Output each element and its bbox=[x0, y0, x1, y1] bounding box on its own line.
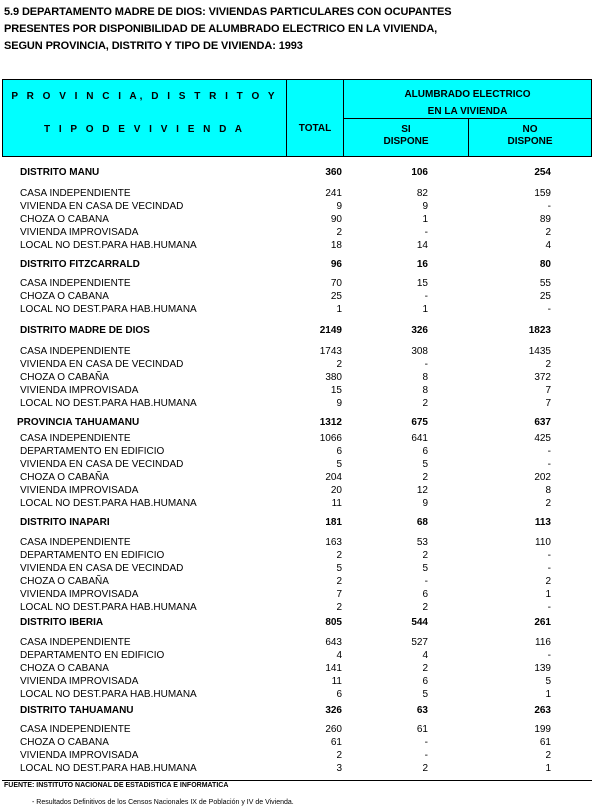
header-no-line2: DISPONE bbox=[507, 136, 553, 147]
header-si-line2: DISPONE bbox=[383, 136, 429, 147]
cell-total: 20 bbox=[330, 485, 342, 496]
row-label: LOCAL NO DEST.PARA HAB.HUMANA bbox=[20, 602, 197, 613]
table-row bbox=[0, 303, 595, 316]
cell-total: 25 bbox=[330, 291, 342, 302]
header-divider bbox=[286, 80, 287, 156]
cell-si: 15 bbox=[416, 278, 428, 289]
title-line-2: PRESENTES POR DISPONIBILIDAD DE ALUMBRADO ELECTRICO EN LA VIVIENDA, bbox=[4, 23, 438, 35]
cell-no: 7 bbox=[545, 398, 551, 409]
header-total: TOTAL bbox=[298, 123, 332, 134]
cell-total: 4 bbox=[336, 650, 342, 661]
cell-si: 6 bbox=[422, 589, 428, 600]
row-label: VIVIENDA IMPROVISADA bbox=[20, 750, 139, 761]
row-label: CASA INDEPENDIENTE bbox=[20, 278, 131, 289]
cell-si: 2 bbox=[422, 398, 428, 409]
table-row bbox=[0, 290, 595, 303]
cell-no: - bbox=[547, 201, 551, 212]
cell-no: 80 bbox=[539, 259, 551, 270]
cell-si: 2 bbox=[422, 550, 428, 561]
cell-total: 5 bbox=[336, 563, 342, 574]
cell-total: 5 bbox=[336, 459, 342, 470]
row-label: LOCAL NO DEST.PARA HAB.HUMANA bbox=[20, 240, 197, 251]
row-label: VIVIENDA IMPROVISADA bbox=[20, 385, 139, 396]
cell-no: - bbox=[547, 602, 551, 613]
cell-si: 544 bbox=[411, 617, 428, 628]
cell-no: 372 bbox=[534, 372, 551, 383]
table-row bbox=[0, 200, 595, 213]
cell-no: 254 bbox=[534, 167, 551, 178]
cell-si: 5 bbox=[422, 689, 428, 700]
table-row bbox=[0, 675, 595, 688]
cell-total: 11 bbox=[331, 498, 342, 509]
cell-no: 159 bbox=[534, 188, 551, 199]
district-row bbox=[0, 166, 595, 179]
header-no-line1: NO bbox=[522, 124, 538, 135]
cell-total: 1 bbox=[336, 304, 342, 315]
cell-total: 6 bbox=[336, 446, 342, 457]
cell-si: 2 bbox=[422, 602, 428, 613]
district-row bbox=[0, 616, 595, 629]
cell-si: 16 bbox=[416, 259, 428, 270]
cell-total: 141 bbox=[325, 663, 342, 674]
cell-si: 68 bbox=[416, 517, 428, 528]
table-row bbox=[0, 432, 595, 445]
row-label: CASA INDEPENDIENTE bbox=[20, 346, 131, 357]
cell-no: - bbox=[547, 304, 551, 315]
cell-total: 260 bbox=[325, 724, 342, 735]
cell-no: 55 bbox=[539, 278, 551, 289]
cell-si: 2 bbox=[422, 663, 428, 674]
header-col1-line1: P R O V I N C I A, D I S T R I T O Y bbox=[11, 91, 278, 102]
cell-no: 1 bbox=[545, 689, 551, 700]
row-label: DISTRITO MADRE DE DIOS bbox=[20, 325, 150, 336]
footer-source: FUENTE: INSTITUTO NACIONAL DE ESTADISTICA E INFORMATICA bbox=[4, 782, 229, 789]
row-label: CASA INDEPENDIENTE bbox=[20, 433, 131, 444]
cell-si: 12 bbox=[416, 485, 428, 496]
table-row bbox=[0, 239, 595, 252]
cell-no: 1 bbox=[545, 763, 551, 774]
row-label: CHOZA O CABANA bbox=[20, 291, 109, 302]
cell-total: 6 bbox=[336, 689, 342, 700]
cell-no: 116 bbox=[535, 637, 551, 648]
row-label: DISTRITO FITZCARRALD bbox=[20, 259, 140, 270]
cell-total: 2 bbox=[336, 227, 342, 238]
cell-si: 641 bbox=[411, 433, 428, 444]
cell-si: 14 bbox=[416, 240, 428, 251]
cell-total: 1066 bbox=[319, 433, 342, 444]
row-label: PROVINCIA TAHUAMANU bbox=[17, 417, 140, 428]
cell-si: 8 bbox=[422, 385, 428, 396]
cell-no: - bbox=[547, 459, 551, 470]
row-label: CHOZA O CABANA bbox=[20, 737, 109, 748]
table-row bbox=[0, 345, 595, 358]
cell-si: - bbox=[424, 750, 428, 761]
table-row bbox=[0, 575, 595, 588]
cell-total: 96 bbox=[330, 259, 342, 270]
cell-no: 202 bbox=[534, 472, 551, 483]
cell-no: 2 bbox=[545, 498, 551, 509]
cell-si: 106 bbox=[411, 167, 428, 178]
title-line-1: 5.9 DEPARTAMENTO MADRE DE DIOS: VIVIENDAS PARTICULARES CON OCUPANTES bbox=[4, 6, 452, 18]
cell-no: 2 bbox=[545, 576, 551, 587]
cell-si: 1 bbox=[422, 304, 428, 315]
row-label: DISTRITO TAHUAMANU bbox=[20, 705, 134, 716]
row-label: DISTRITO MANU bbox=[20, 167, 100, 178]
row-label: DEPARTAMENTO EN EDIFICIO bbox=[20, 650, 165, 661]
table-row bbox=[0, 397, 595, 410]
cell-si: 6 bbox=[422, 676, 428, 687]
cell-no: 89 bbox=[539, 214, 551, 225]
table-row bbox=[0, 277, 595, 290]
row-label: CHOZA O CABAÑA bbox=[20, 372, 109, 383]
table-row bbox=[0, 371, 595, 384]
row-label: DISTRITO IBERIA bbox=[20, 617, 104, 628]
row-label: VIVIENDA IMPROVISADA bbox=[20, 589, 139, 600]
cell-si: 4 bbox=[422, 650, 428, 661]
cell-no: 199 bbox=[534, 724, 551, 735]
cell-total: 241 bbox=[325, 188, 342, 199]
cell-total: 2149 bbox=[319, 325, 342, 336]
cell-no: 2 bbox=[545, 750, 551, 761]
cell-si: 61 bbox=[416, 724, 428, 735]
table-row bbox=[0, 762, 595, 775]
cell-total: 11 bbox=[331, 676, 342, 687]
table-row bbox=[0, 723, 595, 736]
cell-no: 61 bbox=[539, 737, 551, 748]
header-si-line1: SI bbox=[401, 124, 411, 135]
row-label: LOCAL NO DEST.PARA HAB.HUMANA bbox=[20, 304, 197, 315]
row-label: VIVIENDA EN CASA DE VECINDAD bbox=[20, 359, 184, 370]
cell-total: 163 bbox=[325, 537, 342, 548]
table-title bbox=[4, 4, 452, 55]
header-col1-line2: T I P O D E V I V I E N D A bbox=[43, 124, 246, 135]
table-row bbox=[0, 649, 595, 662]
cell-si: - bbox=[424, 576, 428, 587]
row-label: CHOZA O CABAÑA bbox=[20, 472, 109, 483]
row-label: CASA INDEPENDIENTE bbox=[20, 724, 131, 735]
cell-si: 9 bbox=[422, 201, 428, 212]
table-row bbox=[0, 497, 595, 510]
cell-total: 9 bbox=[336, 398, 342, 409]
table-row bbox=[0, 636, 595, 649]
cell-total: 380 bbox=[325, 372, 342, 383]
cell-si: 527 bbox=[411, 637, 428, 648]
cell-total: 1312 bbox=[319, 417, 342, 428]
cell-no: 1 bbox=[545, 589, 551, 600]
cell-total: 18 bbox=[330, 240, 342, 251]
cell-no: 2 bbox=[545, 359, 551, 370]
table-row bbox=[0, 226, 595, 239]
cell-total: 9 bbox=[336, 201, 342, 212]
row-label: LOCAL NO DEST.PARA HAB.HUMANA bbox=[20, 763, 197, 774]
cell-si: 675 bbox=[411, 417, 428, 428]
row-label: LOCAL NO DEST.PARA HAB.HUMANA bbox=[20, 498, 197, 509]
row-label: DEPARTAMENTO EN EDIFICIO bbox=[20, 550, 165, 561]
row-label: CASA INDEPENDIENTE bbox=[20, 637, 131, 648]
province-row bbox=[0, 416, 595, 429]
footer-note: - Resultados Definitivos de los Censos Nacionales IX de Población y IV de Vivienda. bbox=[32, 799, 294, 806]
cell-si: - bbox=[424, 737, 428, 748]
table-row bbox=[0, 213, 595, 226]
cell-total: 805 bbox=[325, 617, 342, 628]
cell-no: 1823 bbox=[528, 325, 551, 336]
cell-si: 6 bbox=[422, 446, 428, 457]
cell-total: 7 bbox=[336, 589, 342, 600]
cell-no: 4 bbox=[545, 240, 551, 251]
cell-si: 1 bbox=[422, 214, 428, 225]
row-label: VIVIENDA EN CASA DE VECINDAD bbox=[20, 563, 184, 574]
table-row bbox=[0, 458, 595, 471]
table-row bbox=[0, 662, 595, 675]
table-row bbox=[0, 549, 595, 562]
cell-total: 2 bbox=[336, 359, 342, 370]
cell-total: 2 bbox=[336, 602, 342, 613]
cell-si: 308 bbox=[411, 346, 428, 357]
cell-total: 90 bbox=[330, 214, 342, 225]
table-row bbox=[0, 736, 595, 749]
cell-si: 63 bbox=[416, 705, 428, 716]
cell-si: 9 bbox=[422, 498, 428, 509]
table-row bbox=[0, 358, 595, 371]
district-row bbox=[0, 704, 595, 717]
cell-no: 8 bbox=[545, 485, 551, 496]
row-label: VIVIENDA EN CASA DE VECINDAD bbox=[20, 201, 184, 212]
cell-total: 326 bbox=[325, 705, 342, 716]
table-row bbox=[0, 588, 595, 601]
cell-total: 204 bbox=[325, 472, 342, 483]
cell-no: 110 bbox=[535, 537, 551, 548]
cell-no: 7 bbox=[545, 385, 551, 396]
row-label: VIVIENDA IMPROVISADA bbox=[20, 227, 139, 238]
row-label: CASA INDEPENDIENTE bbox=[20, 188, 131, 199]
table-row bbox=[0, 536, 595, 549]
row-label: VIVIENDA EN CASA DE VECINDAD bbox=[20, 459, 184, 470]
cell-no: 5 bbox=[545, 676, 551, 687]
cell-total: 15 bbox=[330, 385, 342, 396]
cell-total: 2 bbox=[336, 550, 342, 561]
row-label: VIVIENDA IMPROVISADA bbox=[20, 485, 139, 496]
table-row bbox=[0, 484, 595, 497]
district-row bbox=[0, 516, 595, 529]
cell-no: 113 bbox=[534, 517, 551, 528]
cell-si: - bbox=[424, 227, 428, 238]
row-label: CHOZA O CABANA bbox=[20, 214, 109, 225]
row-label: CHOZA O CABANA bbox=[20, 663, 109, 674]
row-label: CASA INDEPENDIENTE bbox=[20, 537, 131, 548]
cell-total: 3 bbox=[336, 763, 342, 774]
cell-total: 181 bbox=[325, 517, 342, 528]
cell-total: 2 bbox=[336, 576, 342, 587]
cell-no: 263 bbox=[534, 705, 551, 716]
table-row bbox=[0, 688, 595, 701]
cell-no: 637 bbox=[534, 417, 551, 428]
cell-total: 61 bbox=[330, 737, 342, 748]
cell-si: - bbox=[424, 359, 428, 370]
cell-si: 5 bbox=[422, 459, 428, 470]
table-row bbox=[0, 562, 595, 575]
table-row bbox=[0, 749, 595, 762]
table-row bbox=[0, 384, 595, 397]
cell-si: 5 bbox=[422, 563, 428, 574]
row-label: LOCAL NO DEST.PARA HAB.HUMANA bbox=[20, 689, 197, 700]
cell-no: - bbox=[547, 446, 551, 457]
cell-si: 8 bbox=[422, 372, 428, 383]
cell-no: 25 bbox=[539, 291, 551, 302]
row-label: DISTRITO INAPARI bbox=[20, 517, 110, 528]
header-group-line2: EN LA VIVIENDA bbox=[427, 106, 508, 117]
district-row bbox=[0, 324, 595, 337]
cell-no: 1435 bbox=[528, 346, 551, 357]
cell-si: - bbox=[424, 291, 428, 302]
cell-si: 82 bbox=[416, 188, 428, 199]
cell-si: 326 bbox=[411, 325, 428, 336]
cell-no: 261 bbox=[534, 617, 551, 628]
row-label: LOCAL NO DEST.PARA HAB.HUMANA bbox=[20, 398, 197, 409]
cell-no: 139 bbox=[534, 663, 551, 674]
row-label: DEPARTAMENTO EN EDIFICIO bbox=[20, 446, 165, 457]
row-label: VIVIENDA IMPROVISADA bbox=[20, 676, 139, 687]
cell-no: - bbox=[547, 550, 551, 561]
header-divider bbox=[343, 118, 591, 119]
footer-divider bbox=[2, 780, 592, 781]
row-label: CHOZA O CABAÑA bbox=[20, 576, 109, 587]
cell-si: 2 bbox=[422, 763, 428, 774]
cell-no: 425 bbox=[534, 433, 551, 444]
cell-no: - bbox=[547, 650, 551, 661]
table-row bbox=[0, 445, 595, 458]
cell-total: 643 bbox=[325, 637, 342, 648]
cell-no: 2 bbox=[545, 227, 551, 238]
cell-si: 53 bbox=[416, 537, 428, 548]
header-group-line1: ALUMBRADO ELECTRICO bbox=[404, 89, 531, 100]
district-row bbox=[0, 258, 595, 271]
title-line-3: SEGUN PROVINCIA, DISTRITO Y TIPO DE VIVIENDA: 1993 bbox=[4, 40, 303, 52]
cell-total: 70 bbox=[330, 278, 342, 289]
cell-total: 2 bbox=[336, 750, 342, 761]
table-row bbox=[0, 471, 595, 484]
table-row bbox=[0, 187, 595, 200]
cell-no: - bbox=[547, 563, 551, 574]
cell-total: 1743 bbox=[319, 346, 342, 357]
table-row bbox=[0, 601, 595, 614]
cell-si: 2 bbox=[422, 472, 428, 483]
cell-total: 360 bbox=[325, 167, 342, 178]
table-header bbox=[2, 79, 592, 157]
